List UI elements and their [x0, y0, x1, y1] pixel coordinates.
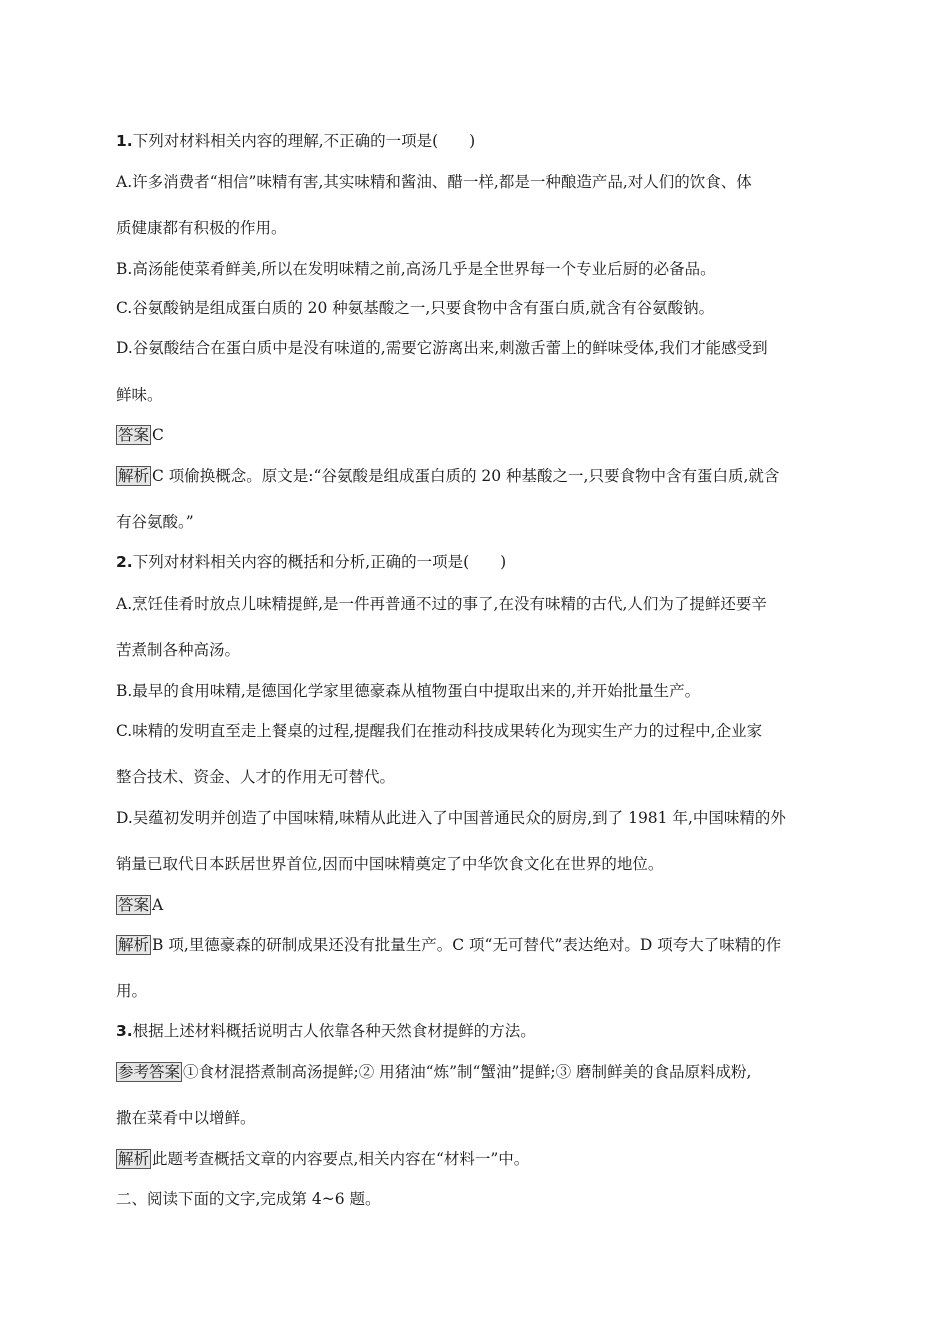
q1-option-c: C.谷氨酸钠是组成蛋白质的 20 种氨基酸之一,只要食物中含有蛋白质,就含有谷氨酸钠。 — [116, 299, 715, 317]
q2-option-c-line2: 整合技术、资金、人才的作用无可替代。 — [116, 768, 396, 786]
q1-option-a-line1: A.许多消费者“相信”味精有害,其实味精和酱油、醋一样,都是一种酿造产品,对人们的饮食、体 — [116, 173, 752, 191]
q2-option-d-line1: D.吴蕴初发明并创造了中国味精,味精从此进入了中国普通民众的厨房,到了 1981 年,中国味精的外 — [116, 809, 786, 827]
q2-option-a-line2: 苦煮制各种高汤。 — [116, 641, 241, 659]
q2-option-d-line2: 销量已取代日本跃居世界首位,因而中国味精奠定了中华饮食文化在世界的地位。 — [116, 855, 664, 873]
q1-option-d-line1: D.谷氨酸结合在蛋白质中是没有味道的,需要它游离出来,刺激舌蕾上的鲜味受体,我们才能感受到 — [116, 339, 768, 357]
q1-analysis-line2: 有谷氨酸。” — [116, 513, 194, 531]
q1-option-d-line2: 鲜味。 — [116, 386, 163, 404]
question-3-stem: 3.根据上述材料概括说明古人依靠各种天然食材提鲜的方法。 — [116, 1022, 536, 1040]
question-1-stem: 1.下列对材料相关内容的理解,不正确的一项是( ) — [116, 132, 476, 150]
reference-answer-tag: 参考答案 — [118, 1063, 181, 1081]
q3-analysis: 解析 此题考查概括文章的内容要点,相关内容在“材料一”中。 — [118, 1150, 530, 1168]
q1-option-a-line2: 质健康都有积极的作用。 — [116, 219, 287, 237]
q2-option-c-line1: C.味精的发明直至走上餐桌的过程,提醒我们在推动科技成果转化为现实生产力的过程中,企业家 — [116, 722, 763, 740]
q3-reference-answer-line1: 参考答案 ①食材混搭煮制高汤提鲜;② 用猪油“炼”制“蟹油”提鲜;③ 磨制鲜美的食品原料成粉, — [118, 1063, 752, 1081]
q1-analysis-line1: 解析 C 项偷换概念。原文是:“谷氨酸是组成蛋白质的 20 种基酸之一,只要食物中含有蛋白质,就含 — [118, 467, 780, 485]
analysis-tag: 解析 — [118, 467, 150, 485]
question-1-number: 1. — [116, 132, 133, 150]
q1-option-b: B.高汤能使菜肴鲜美,所以在发明味精之前,高汤几乎是全世界每一个专业后厨的必备品。 — [116, 260, 716, 278]
q2-analysis-line2: 用。 — [116, 982, 148, 1000]
q2-option-a-line1: A.烹饪佳肴时放点儿味精提鲜,是一件再普通不过的事了,在没有味精的古代,人们为了提鲜还要辛 — [116, 595, 767, 613]
analysis-tag: 解析 — [118, 1150, 150, 1168]
analysis-tag: 解析 — [118, 936, 150, 954]
q3-reference-answer-line2: 撒在菜肴中以增鲜。 — [116, 1109, 256, 1127]
question-3-number: 3. — [116, 1022, 133, 1040]
q2-analysis-line1: 解析 B 项,里德豪森的研制成果还没有批量生产。C 项“无可替代”表达绝对。D 项夸大了味精的作 — [118, 936, 782, 954]
q2-option-b: B.最早的食用味精,是德国化学家里德豪森从植物蛋白中提取出来的,并开始批量生产。 — [116, 682, 701, 700]
section-2-heading: 二、阅读下面的文字,完成第 4~6 题。 — [116, 1190, 381, 1208]
q2-answer: 答案 A — [118, 896, 164, 914]
question-2-number: 2. — [116, 553, 133, 571]
question-2-stem: 2.下列对材料相关内容的概括和分析,正确的一项是( ) — [116, 553, 507, 571]
answer-tag: 答案 — [118, 896, 150, 914]
answer-tag: 答案 — [118, 426, 150, 444]
q1-answer: 答案 C — [118, 426, 164, 444]
